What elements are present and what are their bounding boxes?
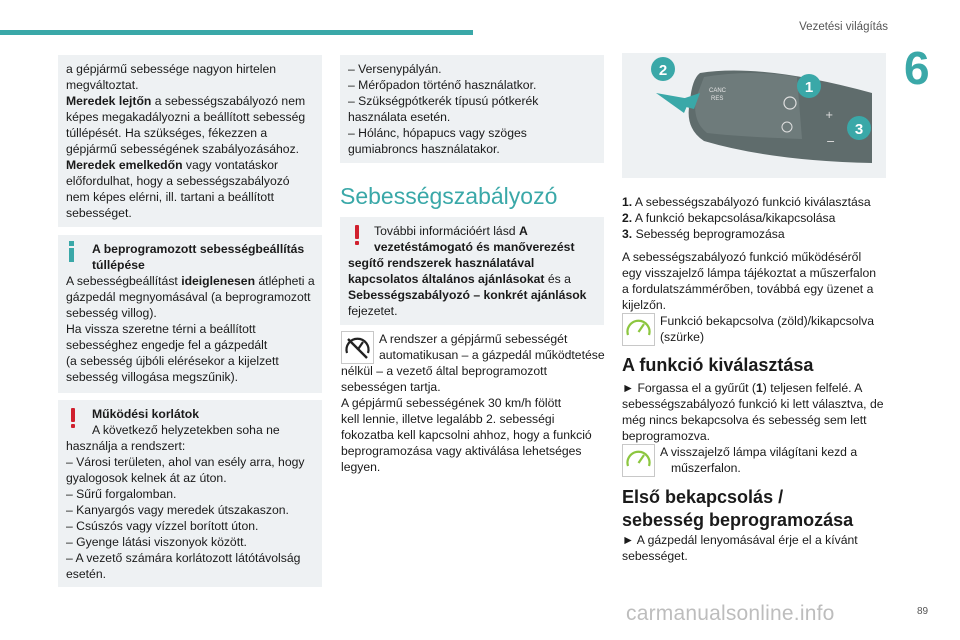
text-line — [66, 241, 318, 257]
cruise-gauge-icon — [622, 313, 655, 346]
header-accent-bar — [0, 30, 473, 35]
figure-legend — [622, 194, 892, 242]
text-line — [348, 239, 602, 255]
term: segítő rendszerek használatával — [348, 256, 535, 270]
plus-icon: + — [825, 110, 834, 121]
text-span: További információért lásd — [374, 224, 519, 238]
term: Meredek lejtőn — [66, 94, 152, 108]
text-line: használja a rendszert: — [66, 439, 186, 453]
text-span: átlépheti a — [255, 274, 315, 288]
badge-label: 2 — [658, 62, 668, 79]
text-line: fejezetet. — [348, 304, 398, 318]
text-line: túllépését. Ha szükséges, fékezzen a — [66, 126, 268, 140]
text-line: sebesség villogása megszűnik). — [66, 370, 239, 384]
text-span: ► Forgassa el a gyűrűt ( — [622, 381, 756, 395]
text-line: A gépjármű sebességének 30 km/h fölött — [341, 396, 562, 410]
text-line: gumiabroncs használatakor. — [348, 142, 500, 156]
legend-item — [622, 210, 892, 226]
text-line: gyalogosok kelnek át az úton. — [66, 471, 227, 485]
warning-box-limits — [58, 400, 322, 587]
text-line — [66, 157, 318, 173]
text-span: ) teljesen felfelé. A — [762, 381, 863, 395]
box-title: túllépése — [92, 258, 145, 272]
text-span: a sebességszabályozó nem — [151, 94, 306, 108]
text-line — [622, 380, 897, 396]
text-line: kell lennie, illetve legalább 2. sebességi — [341, 412, 555, 426]
text-line: gázpedál megnyomásával (a beprogramozott — [66, 290, 311, 304]
text-line: műszerfalon. — [671, 461, 741, 475]
text-line: a fordulatszámmérőben, továbbá egy üzenet a — [622, 282, 874, 296]
term: Meredek emelkedőn — [66, 158, 183, 172]
minus-icon: − — [826, 135, 836, 148]
section-title: Vezetési világítás — [799, 21, 888, 33]
text-line — [66, 257, 318, 273]
text-line: legyen. — [341, 460, 381, 474]
warning-box-continued — [340, 55, 604, 163]
text-line: beprogramozva. — [622, 429, 711, 443]
heading-first-activation — [622, 486, 853, 532]
text-line: (szürke) — [660, 330, 705, 344]
info-box-override — [58, 235, 322, 393]
text-line: – Mérőpadon történő használatkor. — [348, 78, 537, 92]
text-span: vagy vontatáskor — [182, 158, 279, 172]
badge-label: 3 — [854, 121, 864, 138]
term: vezetéstámogató és manőverezést — [374, 240, 575, 254]
stalk-label: RES — [711, 96, 724, 102]
section-heading: Sebességszabályozó — [340, 183, 558, 209]
box-title: Működési korlátok — [92, 407, 200, 421]
indicator-paragraph — [622, 249, 892, 313]
text-line: – Gyenge látási viszonyok között. — [66, 535, 247, 549]
text-span: A sebességbeállítást — [66, 274, 182, 288]
note-box-steep — [58, 55, 322, 227]
text-line: előfordulhat, hogy a sebességszabályozó — [66, 174, 290, 188]
text-line: A sebességszabályozó funkció működéséről — [622, 250, 862, 264]
select-step — [622, 380, 897, 444]
text-line: nem képes elérni, ill. tartani a beállított — [66, 190, 274, 204]
cruise-description — [341, 331, 606, 475]
text-line: A következő helyzetekben soha ne — [92, 423, 280, 437]
text-line: egy visszajelző lámpa tájékoztat a műszerfalon — [622, 266, 877, 280]
term: kapcsolatos általános ajánlásokat — [348, 272, 545, 286]
text-line: sebességet. — [66, 206, 132, 220]
text-line: ► A gázpedál lenyomásával érje el a kívánt — [622, 533, 858, 547]
cruise-gauge-icon — [622, 444, 655, 477]
text-line: – Csúszós vagy vízzel borított úton. — [66, 519, 259, 533]
text-line — [348, 223, 602, 239]
badge-label: 1 — [804, 79, 814, 96]
text-line: fokozatba kell kapcsolni ahhoz, hogy a funkció — [341, 428, 592, 442]
text-line: A rendszer a gépjármű sebességét — [379, 332, 568, 346]
legend-item — [622, 226, 892, 242]
text-line — [66, 406, 318, 422]
legend-text: Sebesség beprogramozása — [635, 227, 785, 241]
stalk-label: CANC — [709, 88, 727, 94]
legend-item — [622, 194, 892, 210]
text-line: sebesség villog). — [66, 306, 157, 320]
watermark: carmanualsonline.info — [626, 602, 835, 625]
text-line: képes megakadályozni a beállított sebesség — [66, 110, 306, 124]
box-title: A beprogramozott sebességbeállítás — [92, 242, 305, 256]
text-line: (a sebesség újbóli elérésekor a kijelzett — [66, 354, 279, 368]
text-line: – A vezető számára korlátozott látótávolság — [66, 551, 301, 565]
text-line: beprogramozása vagy aktiválása lehetséges — [341, 444, 582, 458]
heading-line: Első bekapcsolás / — [622, 487, 784, 507]
text-line: A visszajelző lámpa világítani kezd a — [660, 445, 858, 459]
page-number: 89 — [917, 606, 929, 617]
text-line: használata esetén. — [348, 110, 451, 124]
text-line: automatikusan – a gázpedál működtetése — [379, 348, 605, 362]
text-line: nélkül – a vezető által beprogramozott — [341, 364, 547, 378]
text-line: megváltoztat. — [66, 78, 139, 92]
term: 1 — [756, 381, 763, 395]
warning-box-info — [340, 217, 604, 325]
text-line — [348, 287, 602, 303]
text-line: sebességhez engedje fel a gázpedált — [66, 338, 268, 352]
text-line: sebességet. — [622, 549, 688, 563]
legend-number: 2. — [622, 211, 633, 225]
text-line: – Szükségpótkerék típusú pótkerék — [348, 94, 539, 108]
term: Sebességszabályozó – konkrét ajánlások — [348, 288, 587, 302]
text-line — [66, 93, 318, 109]
text-line: esetén. — [66, 567, 106, 581]
text-line — [348, 271, 602, 287]
term: A — [518, 224, 528, 238]
legend-text: A funkció bekapcsolása/kikapcsolása — [634, 211, 836, 225]
heading-line: sebesség beprogramozása — [622, 510, 854, 530]
chapter-number: 6 — [904, 42, 930, 94]
legend-text: A sebességszabályozó funkció kiválasztása — [634, 195, 871, 209]
text-line: – Kanyargós vagy meredek útszakaszon. — [66, 503, 289, 517]
indicator-note-2 — [660, 444, 900, 476]
indicator-note-1 — [660, 313, 900, 345]
text-line: sebességszabályozó funkció ki lett választva, de — [622, 397, 884, 411]
text-line — [348, 255, 602, 271]
legend-number: 3. — [622, 227, 633, 241]
text-line: még nincs bekapcsolva és sebesség sem lett — [622, 413, 867, 427]
text-line: gépjármű sebességének szabályozásához. — [66, 142, 300, 156]
text-line: kijelzőn. — [622, 298, 667, 312]
text-line: – Városi területen, ahol van esély arra, hogy — [66, 455, 305, 469]
text-line: – Hólánc, hópapucs vagy szöges — [348, 126, 527, 140]
text-line: sebességen tartja. — [341, 380, 441, 394]
text-line: Ha vissza szeretne térni a beállított — [66, 322, 256, 336]
text-line: – Versenypályán. — [348, 62, 442, 76]
text-line — [66, 273, 318, 289]
text-line: Funkció bekapcsolva (zöld)/kikapcsolva — [660, 314, 875, 328]
heading-function-select: A funkció kiválasztása — [622, 355, 814, 375]
text-span: és a — [544, 272, 571, 286]
steering-stalk-figure — [622, 53, 886, 178]
text-line: – Sűrű forgalomban. — [66, 487, 177, 501]
term: ideiglenesen — [181, 274, 256, 288]
activation-step — [622, 532, 897, 564]
text-line: a gépjármű sebessége nagyon hirtelen — [66, 62, 277, 76]
legend-number: 1. — [622, 195, 633, 209]
